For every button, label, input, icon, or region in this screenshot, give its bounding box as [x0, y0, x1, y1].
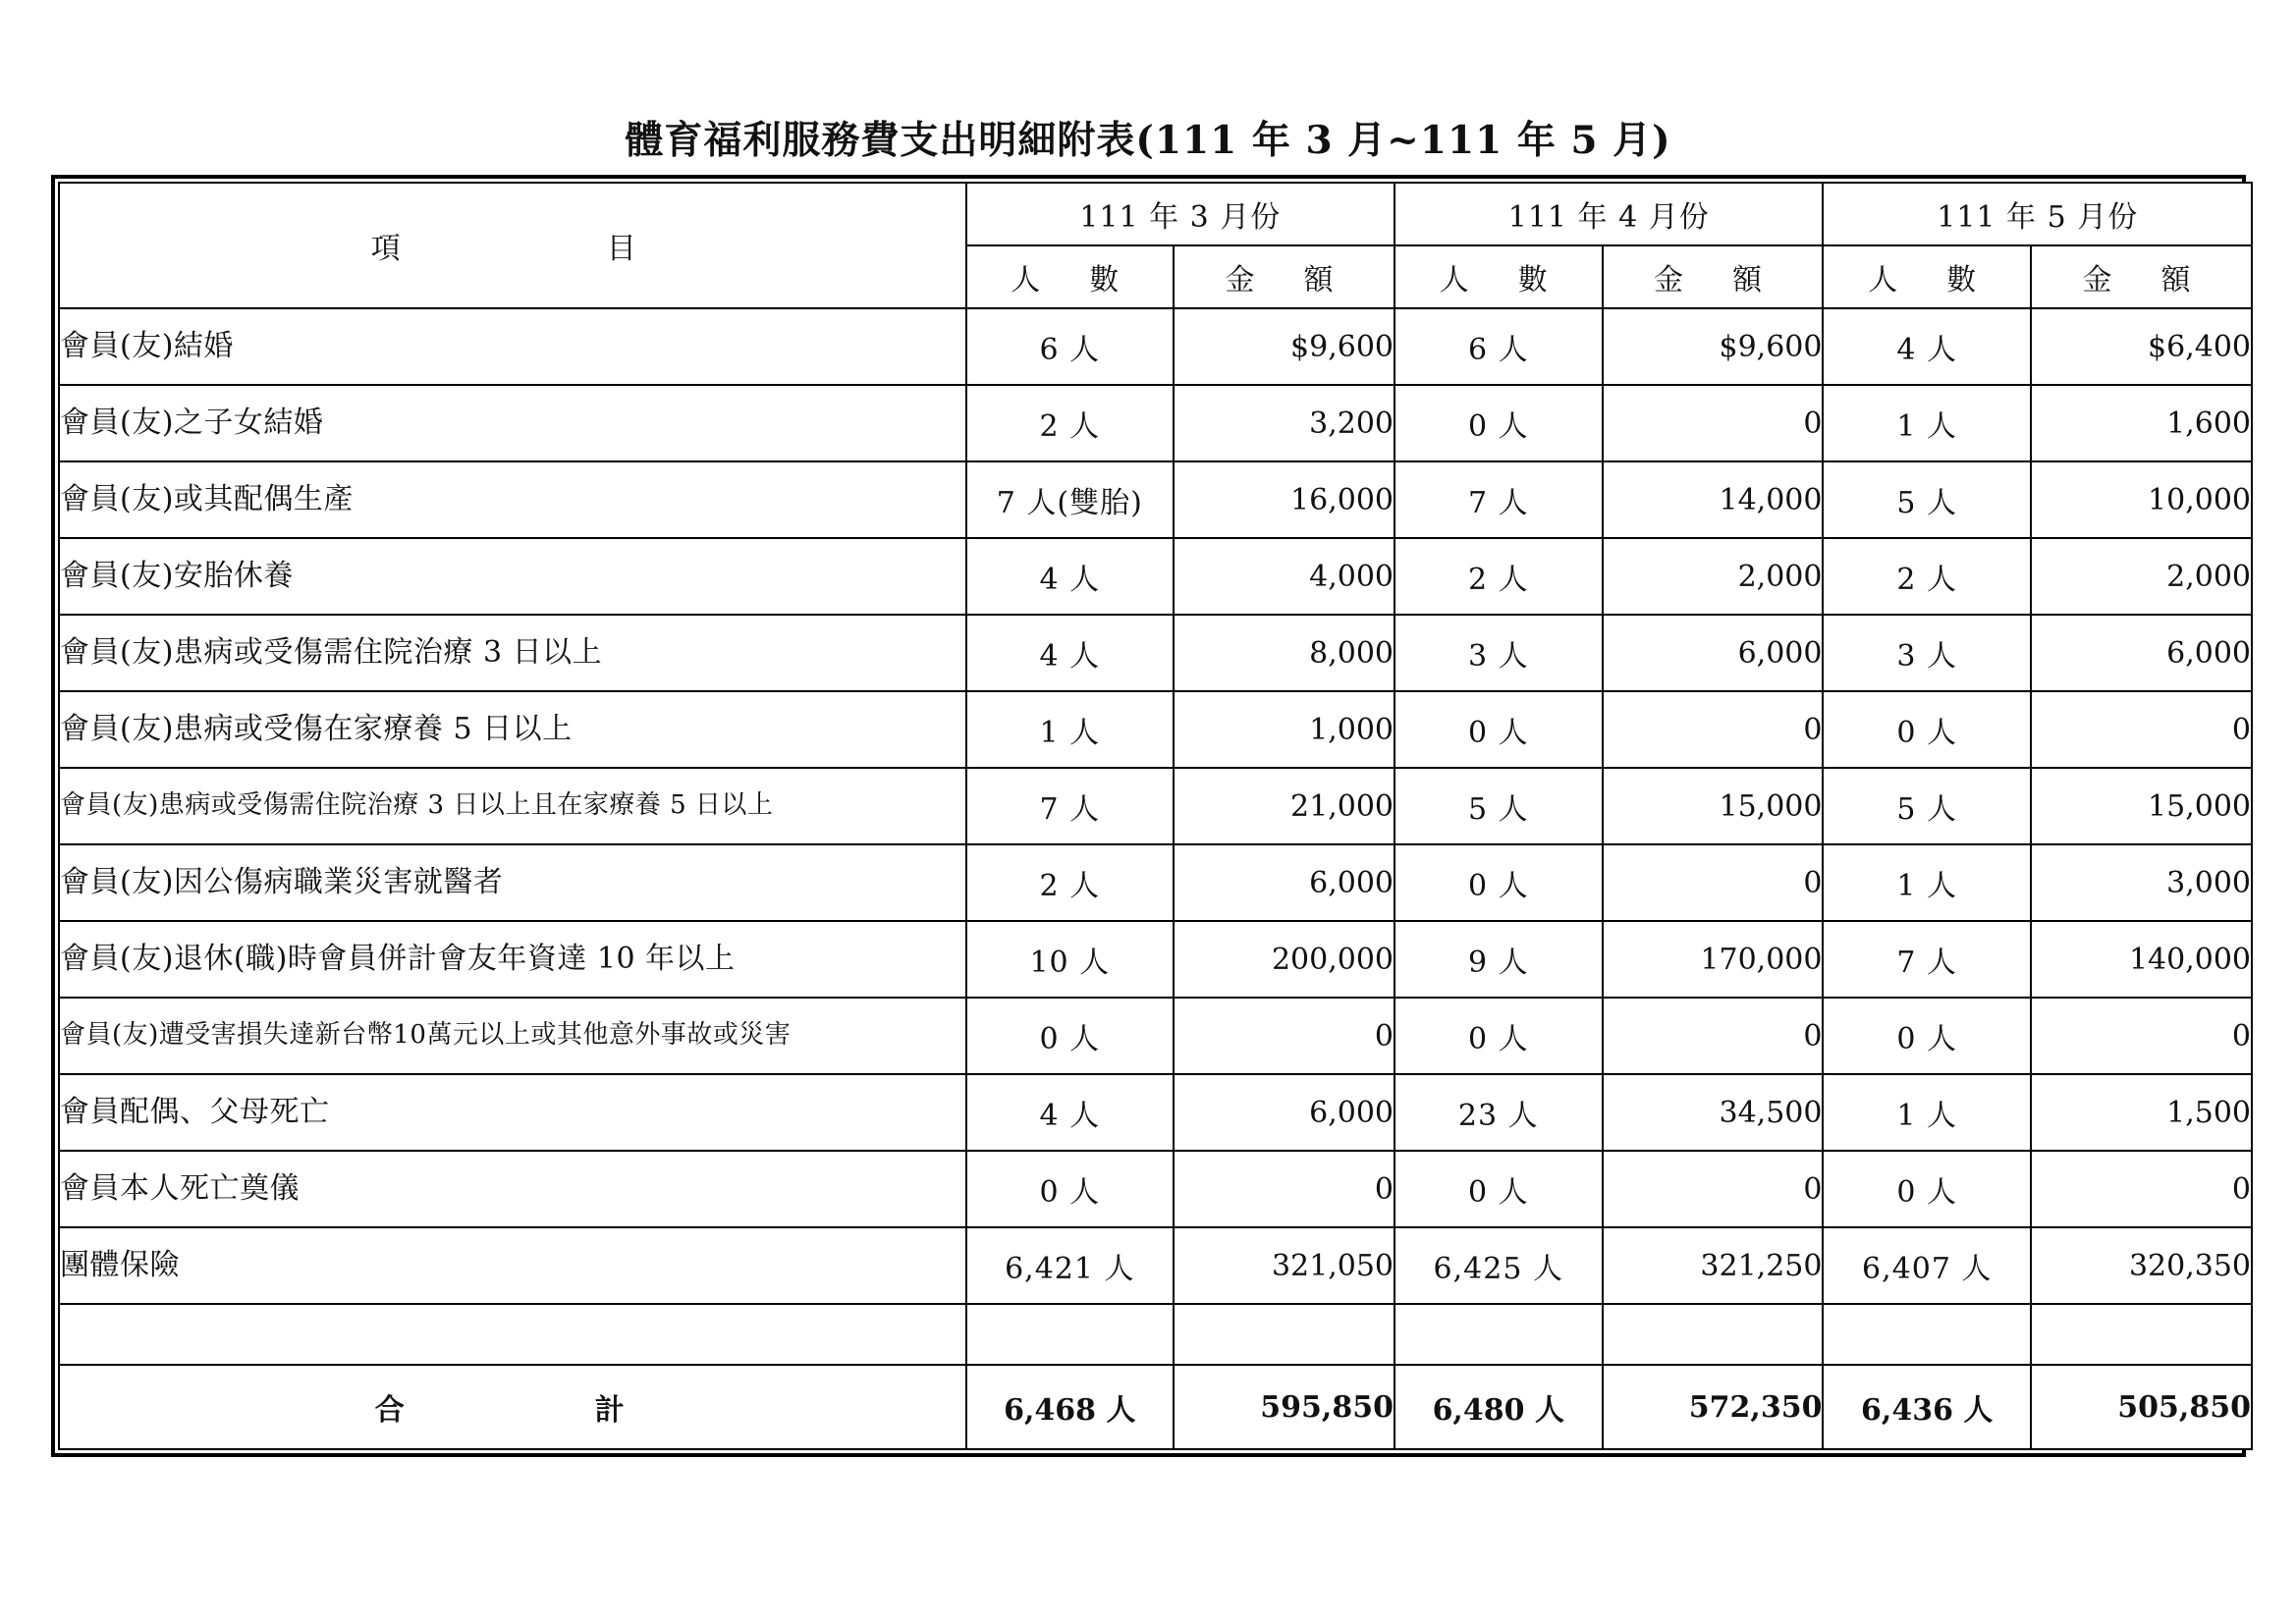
row-people-m5: 4 人: [1823, 308, 2031, 385]
row-amount-m5: [2031, 1304, 2252, 1365]
row-amount-m4: 15,000: [1603, 768, 1824, 844]
row-item-label: 會員(友)因公傷病職業災害就醫者: [59, 844, 966, 921]
row-people-m4: 0 人: [1394, 844, 1603, 921]
total-amount-m3: 595,850: [1174, 1365, 1394, 1449]
table-footer: [59, 1365, 2252, 1449]
row-people-m3: 4 人: [966, 538, 1175, 615]
row-people-m4: 0 人: [1394, 691, 1603, 768]
row-people-m3: 2 人: [966, 844, 1175, 921]
row-item-label: 會員(友)退休(職)時會員併計會友年資達 10 年以上: [59, 921, 966, 998]
row-people-m4: 3 人: [1394, 615, 1603, 691]
row-people-m4: [1394, 1304, 1603, 1365]
table-row: [59, 1151, 2252, 1227]
table-header: [59, 183, 2252, 308]
row-amount-m5: 1,500: [2031, 1074, 2252, 1151]
row-amount-m4: 0: [1603, 844, 1824, 921]
row-amount-m4: 0: [1603, 691, 1824, 768]
total-amount-m5: 505,850: [2031, 1365, 2252, 1449]
table-row: [59, 1304, 2252, 1365]
row-amount-m3: [1174, 1304, 1394, 1365]
row-amount-m3: 200,000: [1174, 921, 1394, 998]
column-header-month-4: 111 年 4 月份: [1394, 183, 1823, 245]
row-amount-m3: 21,000: [1174, 768, 1394, 844]
row-item-label: 會員本人死亡奠儀: [59, 1151, 966, 1227]
row-amount-m3: 8,000: [1174, 615, 1394, 691]
table-outer-frame: [51, 175, 2251, 1457]
row-item-label: 團體保險: [59, 1227, 966, 1304]
row-amount-m5: 0: [2031, 998, 2252, 1074]
row-people-m4: 5 人: [1394, 768, 1603, 844]
column-header-month-5: 111 年 5 月份: [1823, 183, 2252, 245]
column-header-amount-m4: 金 額: [1603, 245, 1824, 308]
row-people-m5: 0 人: [1823, 691, 2031, 768]
row-amount-m5: 0: [2031, 691, 2252, 768]
row-item-label: 會員(友)結婚: [59, 308, 966, 385]
row-amount-m4: 2,000: [1603, 538, 1824, 615]
row-people-m3: 2 人: [966, 385, 1175, 461]
row-people-m5: 0 人: [1823, 1151, 2031, 1227]
row-amount-m4: 34,500: [1603, 1074, 1824, 1151]
row-people-m4: 2 人: [1394, 538, 1603, 615]
row-amount-m5: 320,350: [2031, 1227, 2252, 1304]
row-item-label: 會員(友)患病或受傷需住院治療 3 日以上: [59, 615, 966, 691]
row-people-m3: 4 人: [966, 615, 1175, 691]
row-amount-m3: 0: [1174, 1151, 1394, 1227]
row-amount-m5: 140,000: [2031, 921, 2252, 998]
column-header-people-m3: 人 數: [966, 245, 1175, 308]
table-row: [59, 768, 2252, 844]
row-people-m3: 0 人: [966, 1151, 1175, 1227]
row-people-m3: 6 人: [966, 308, 1175, 385]
table-row: [59, 691, 2252, 768]
row-item-label: 會員(友)患病或受傷在家療養 5 日以上: [59, 691, 966, 768]
row-people-m4: 0 人: [1394, 1151, 1603, 1227]
table-row: [59, 615, 2252, 691]
total-people-m5: 6,436 人: [1823, 1365, 2031, 1449]
row-people-m3: 7 人(雙胎): [966, 461, 1175, 538]
table-row: [59, 1227, 2252, 1304]
column-header-item: 項 目: [59, 183, 966, 308]
column-header-amount-m5: 金 額: [2031, 245, 2252, 308]
row-people-m5: 5 人: [1823, 768, 2031, 844]
row-amount-m5: 0: [2031, 1151, 2252, 1227]
table-row: [59, 538, 2252, 615]
row-amount-m4: 6,000: [1603, 615, 1824, 691]
expense-detail-table: [58, 182, 2253, 1450]
table-row: [59, 998, 2252, 1074]
table-row: [59, 308, 2252, 385]
row-people-m5: 2 人: [1823, 538, 2031, 615]
row-people-m3: 7 人: [966, 768, 1175, 844]
row-people-m4: 6 人: [1394, 308, 1603, 385]
row-amount-m5: 2,000: [2031, 538, 2252, 615]
row-people-m3: 4 人: [966, 1074, 1175, 1151]
column-header-people-m4: 人 數: [1394, 245, 1603, 308]
total-people-m4: 6,480 人: [1394, 1365, 1603, 1449]
row-amount-m3: 6,000: [1174, 1074, 1394, 1151]
column-header-amount-m3: 金 額: [1174, 245, 1394, 308]
row-people-m5: 6,407 人: [1823, 1227, 2031, 1304]
row-amount-m4: 321,250: [1603, 1227, 1824, 1304]
row-amount-m3: 321,050: [1174, 1227, 1394, 1304]
row-amount-m5: 15,000: [2031, 768, 2252, 844]
row-amount-m3: 3,200: [1174, 385, 1394, 461]
table-row: [59, 385, 2252, 461]
row-item-label: 會員(友)患病或受傷需住院治療 3 日以上且在家療養 5 日以上: [59, 768, 966, 844]
table-row: [59, 1074, 2252, 1151]
row-people-m3: 10 人: [966, 921, 1175, 998]
row-amount-m4: 0: [1603, 1151, 1824, 1227]
row-amount-m4: 0: [1603, 385, 1824, 461]
row-people-m4: 7 人: [1394, 461, 1603, 538]
total-row: [59, 1365, 2252, 1449]
row-people-m4: 23 人: [1394, 1074, 1603, 1151]
row-amount-m3: 16,000: [1174, 461, 1394, 538]
row-amount-m3: 1,000: [1174, 691, 1394, 768]
row-amount-m4: $9,600: [1603, 308, 1824, 385]
row-people-m4: 9 人: [1394, 921, 1603, 998]
column-header-people-m5: 人 數: [1823, 245, 2031, 308]
row-item-label: [59, 1304, 966, 1365]
row-item-label: 會員配偶、父母死亡: [59, 1074, 966, 1151]
row-amount-m3: 4,000: [1174, 538, 1394, 615]
total-amount-m4: 572,350: [1603, 1365, 1824, 1449]
total-label: 合 計: [59, 1365, 966, 1449]
row-people-m5: 7 人: [1823, 921, 2031, 998]
row-amount-m5: 10,000: [2031, 461, 2252, 538]
table-body: [59, 308, 2252, 1365]
row-people-m4: 0 人: [1394, 998, 1603, 1074]
row-people-m5: 3 人: [1823, 615, 2031, 691]
row-item-label: 會員(友)之子女結婚: [59, 385, 966, 461]
row-amount-m4: 0: [1603, 998, 1824, 1074]
row-amount-m3: 0: [1174, 998, 1394, 1074]
row-amount-m3: $9,600: [1174, 308, 1394, 385]
row-people-m3: 1 人: [966, 691, 1175, 768]
row-amount-m4: 14,000: [1603, 461, 1824, 538]
table-row: [59, 461, 2252, 538]
row-amount-m5: 1,600: [2031, 385, 2252, 461]
row-amount-m3: 6,000: [1174, 844, 1394, 921]
row-people-m3: 0 人: [966, 998, 1175, 1074]
row-people-m5: 1 人: [1823, 1074, 2031, 1151]
row-amount-m5: 3,000: [2031, 844, 2252, 921]
table-row: [59, 844, 2252, 921]
row-item-label: 會員(友)安胎休養: [59, 538, 966, 615]
row-item-label: 會員(友)遭受害損失達新台幣10萬元以上或其他意外事故或災害: [59, 998, 966, 1074]
table-row: [59, 921, 2252, 998]
expense-table-container: [51, 175, 2251, 1457]
row-amount-m4: [1603, 1304, 1824, 1365]
row-amount-m5: $6,400: [2031, 308, 2252, 385]
row-people-m5: 1 人: [1823, 385, 2031, 461]
row-amount-m4: 170,000: [1603, 921, 1824, 998]
row-people-m3: 6,421 人: [966, 1227, 1175, 1304]
total-people-m3: 6,468 人: [966, 1365, 1175, 1449]
row-people-m4: 0 人: [1394, 385, 1603, 461]
column-header-month-3: 111 年 3 月份: [966, 183, 1394, 245]
row-people-m5: [1823, 1304, 2031, 1365]
row-people-m5: 5 人: [1823, 461, 2031, 538]
page-title: 體育福利服務費支出明細附表(111 年 3 月~111 年 5 月): [625, 118, 1671, 163]
row-people-m3: [966, 1304, 1175, 1365]
row-people-m4: 6,425 人: [1394, 1227, 1603, 1304]
row-item-label: 會員(友)或其配偶生產: [59, 461, 966, 538]
row-people-m5: 0 人: [1823, 998, 2031, 1074]
row-people-m5: 1 人: [1823, 844, 2031, 921]
table-header-row-months: [59, 183, 2252, 245]
row-amount-m5: 6,000: [2031, 615, 2252, 691]
